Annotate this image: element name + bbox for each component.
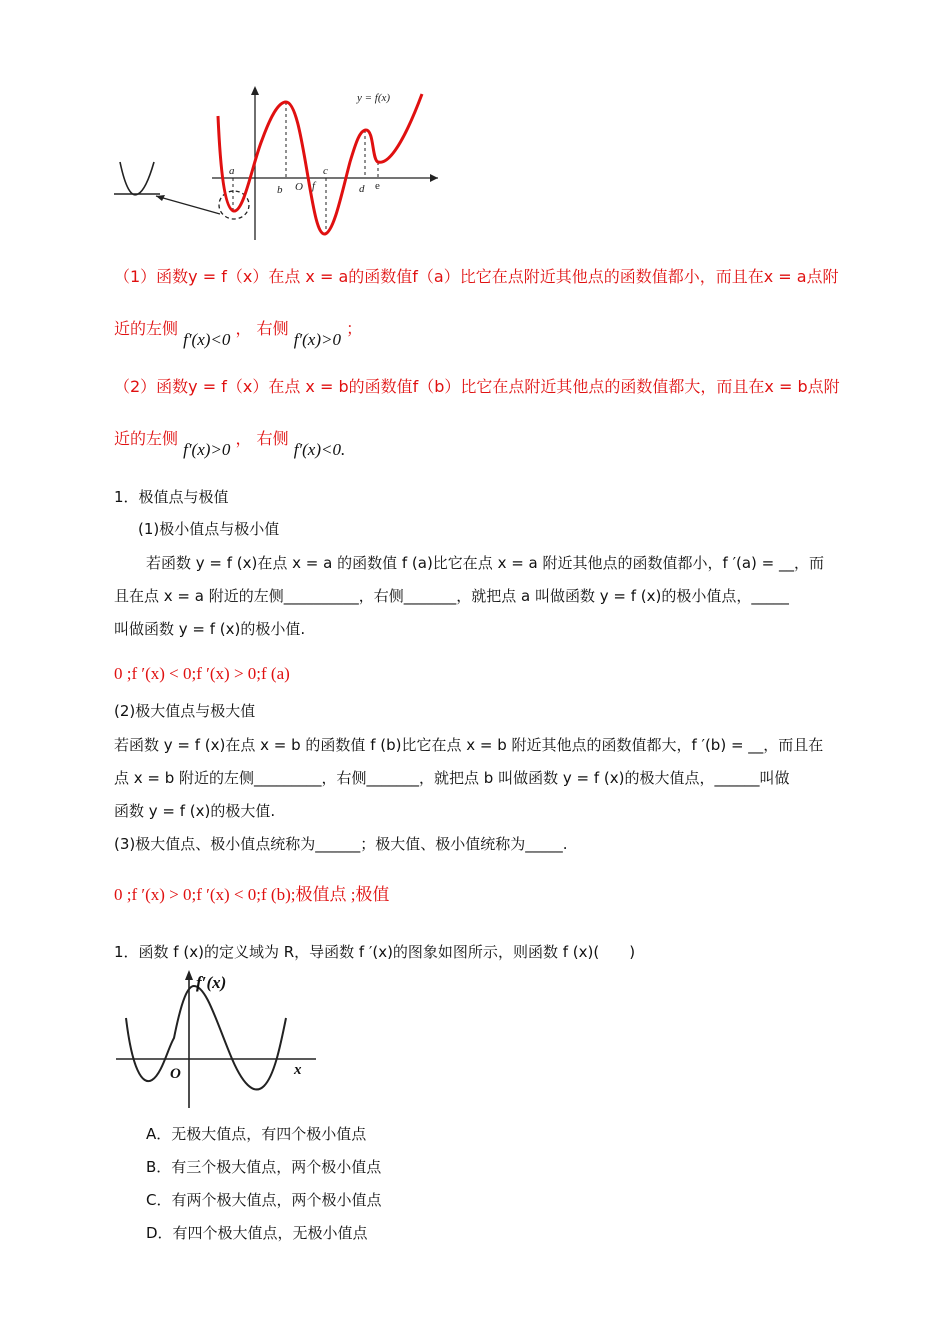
label-d: d (359, 183, 365, 195)
note-1-derivative-right: f′(x)>0 (293, 330, 341, 349)
dg-y-label: f′(x) (196, 973, 227, 992)
note-2-right-label: 右侧 (256, 429, 289, 448)
dg-origin-label: O (170, 1066, 181, 1082)
subheading-max: (2)极大值点与极大值 (114, 702, 256, 720)
note-1-left-label: 近的左侧 (114, 319, 179, 338)
label-origin: O (295, 181, 303, 193)
question-stem: 1．函数 f (x)的定义域为 R，导函数 f ′(x)的图象如图所示，则函数 f (x)( ) (114, 943, 636, 961)
option-d[interactable]: D．有四个极大值点，无极小值点 (146, 1224, 368, 1242)
note-1-right-label: 右侧 (256, 319, 289, 338)
subheading-min: (1)极小值点与极小值 (138, 520, 280, 538)
section-heading: 1．极值点与极值 (114, 488, 229, 506)
paragraph-max-line-1: 若函数 y = f (x)在点 x = b 的函数值 f (b)比它在点 x = b 附近其他点的函数值都大，f ′(b) = __，而且在 (114, 736, 824, 754)
extrema-summary: (3)极大值点、极小值点统称为______；极大值、极小值统称为_____. (114, 835, 568, 853)
option-a[interactable]: A．无极大值点，有四个极小值点 (146, 1125, 367, 1143)
paragraph-max-line-2: 点 x = b 附近的左侧_________，右侧_______，就把点 b 叫做函数 y = f (x)的极大值点，______叫做 (114, 769, 790, 787)
dg-curve (126, 986, 286, 1089)
parabola-sketch (120, 162, 154, 195)
option-c[interactable]: C．有两个极大值点，两个极小值点 (146, 1191, 382, 1209)
paragraph-min-line-1: 若函数 y = f (x)在点 x = a 的函数值 f (a)比它在点 x = a 附近其他点的函数值都小，f ′(a) = __，而 (146, 554, 824, 572)
option-b[interactable]: B．有三个极大值点，两个极小值点 (146, 1158, 382, 1176)
note-1-end: ； (346, 319, 363, 338)
paragraph-min-line-3: 叫做函数 y = f (x)的极小值. (114, 620, 306, 638)
note-2-left-label: 近的左侧 (114, 429, 179, 448)
paragraph-min-line-2: 且在点 x = a 附近的左侧__________，右侧_______，就把点 a 叫做函数 y = f (x)的极小值点，_____ (114, 587, 789, 605)
note-2-line-2 (114, 426, 346, 459)
label-b: b (277, 184, 283, 196)
answer-2: 0 ;f ′(x) > 0;f ′(x) < 0;f (b);极值点 ;极值 (114, 885, 390, 904)
answer-1: 0 ;f ′(x) < 0;f ′(x) > 0;f (a) (114, 664, 290, 683)
note-1-line-1: （1）函数y = f（x）在点 x = a的函数值f（a）比它在点附近其他点的函数值都小，而且在x = a点附 (114, 267, 839, 286)
note-2-line-1: （2）函数y = f（x）在点 x = b的函数值f（b）比它在点附近其他点的函数值都大，而且在x = b点附 (114, 377, 840, 396)
label-c: c (323, 165, 328, 177)
label-f: f (312, 180, 316, 192)
curve-label: y = f(x) (357, 92, 391, 104)
note-2-derivative-left: f′(x)>0 (183, 440, 231, 459)
note-1-line-2 (114, 316, 363, 349)
f-curve (218, 94, 422, 234)
paragraph-max-line-3: 函数 y = f (x)的极大值. (114, 802, 276, 820)
derivative-graph-figure (112, 968, 322, 1113)
pointer-arrow (156, 196, 220, 214)
label-e: e (375, 180, 380, 192)
function-graph-figure (110, 82, 450, 247)
note-2-derivative-right: f′(x)<0. (293, 440, 346, 459)
note-1-comma: ， (235, 319, 252, 338)
label-a: a (229, 165, 235, 177)
dg-x-label: x (294, 1062, 302, 1078)
note-2-comma: ， (235, 429, 252, 448)
note-1-derivative-left: f′(x)<0 (183, 330, 231, 349)
